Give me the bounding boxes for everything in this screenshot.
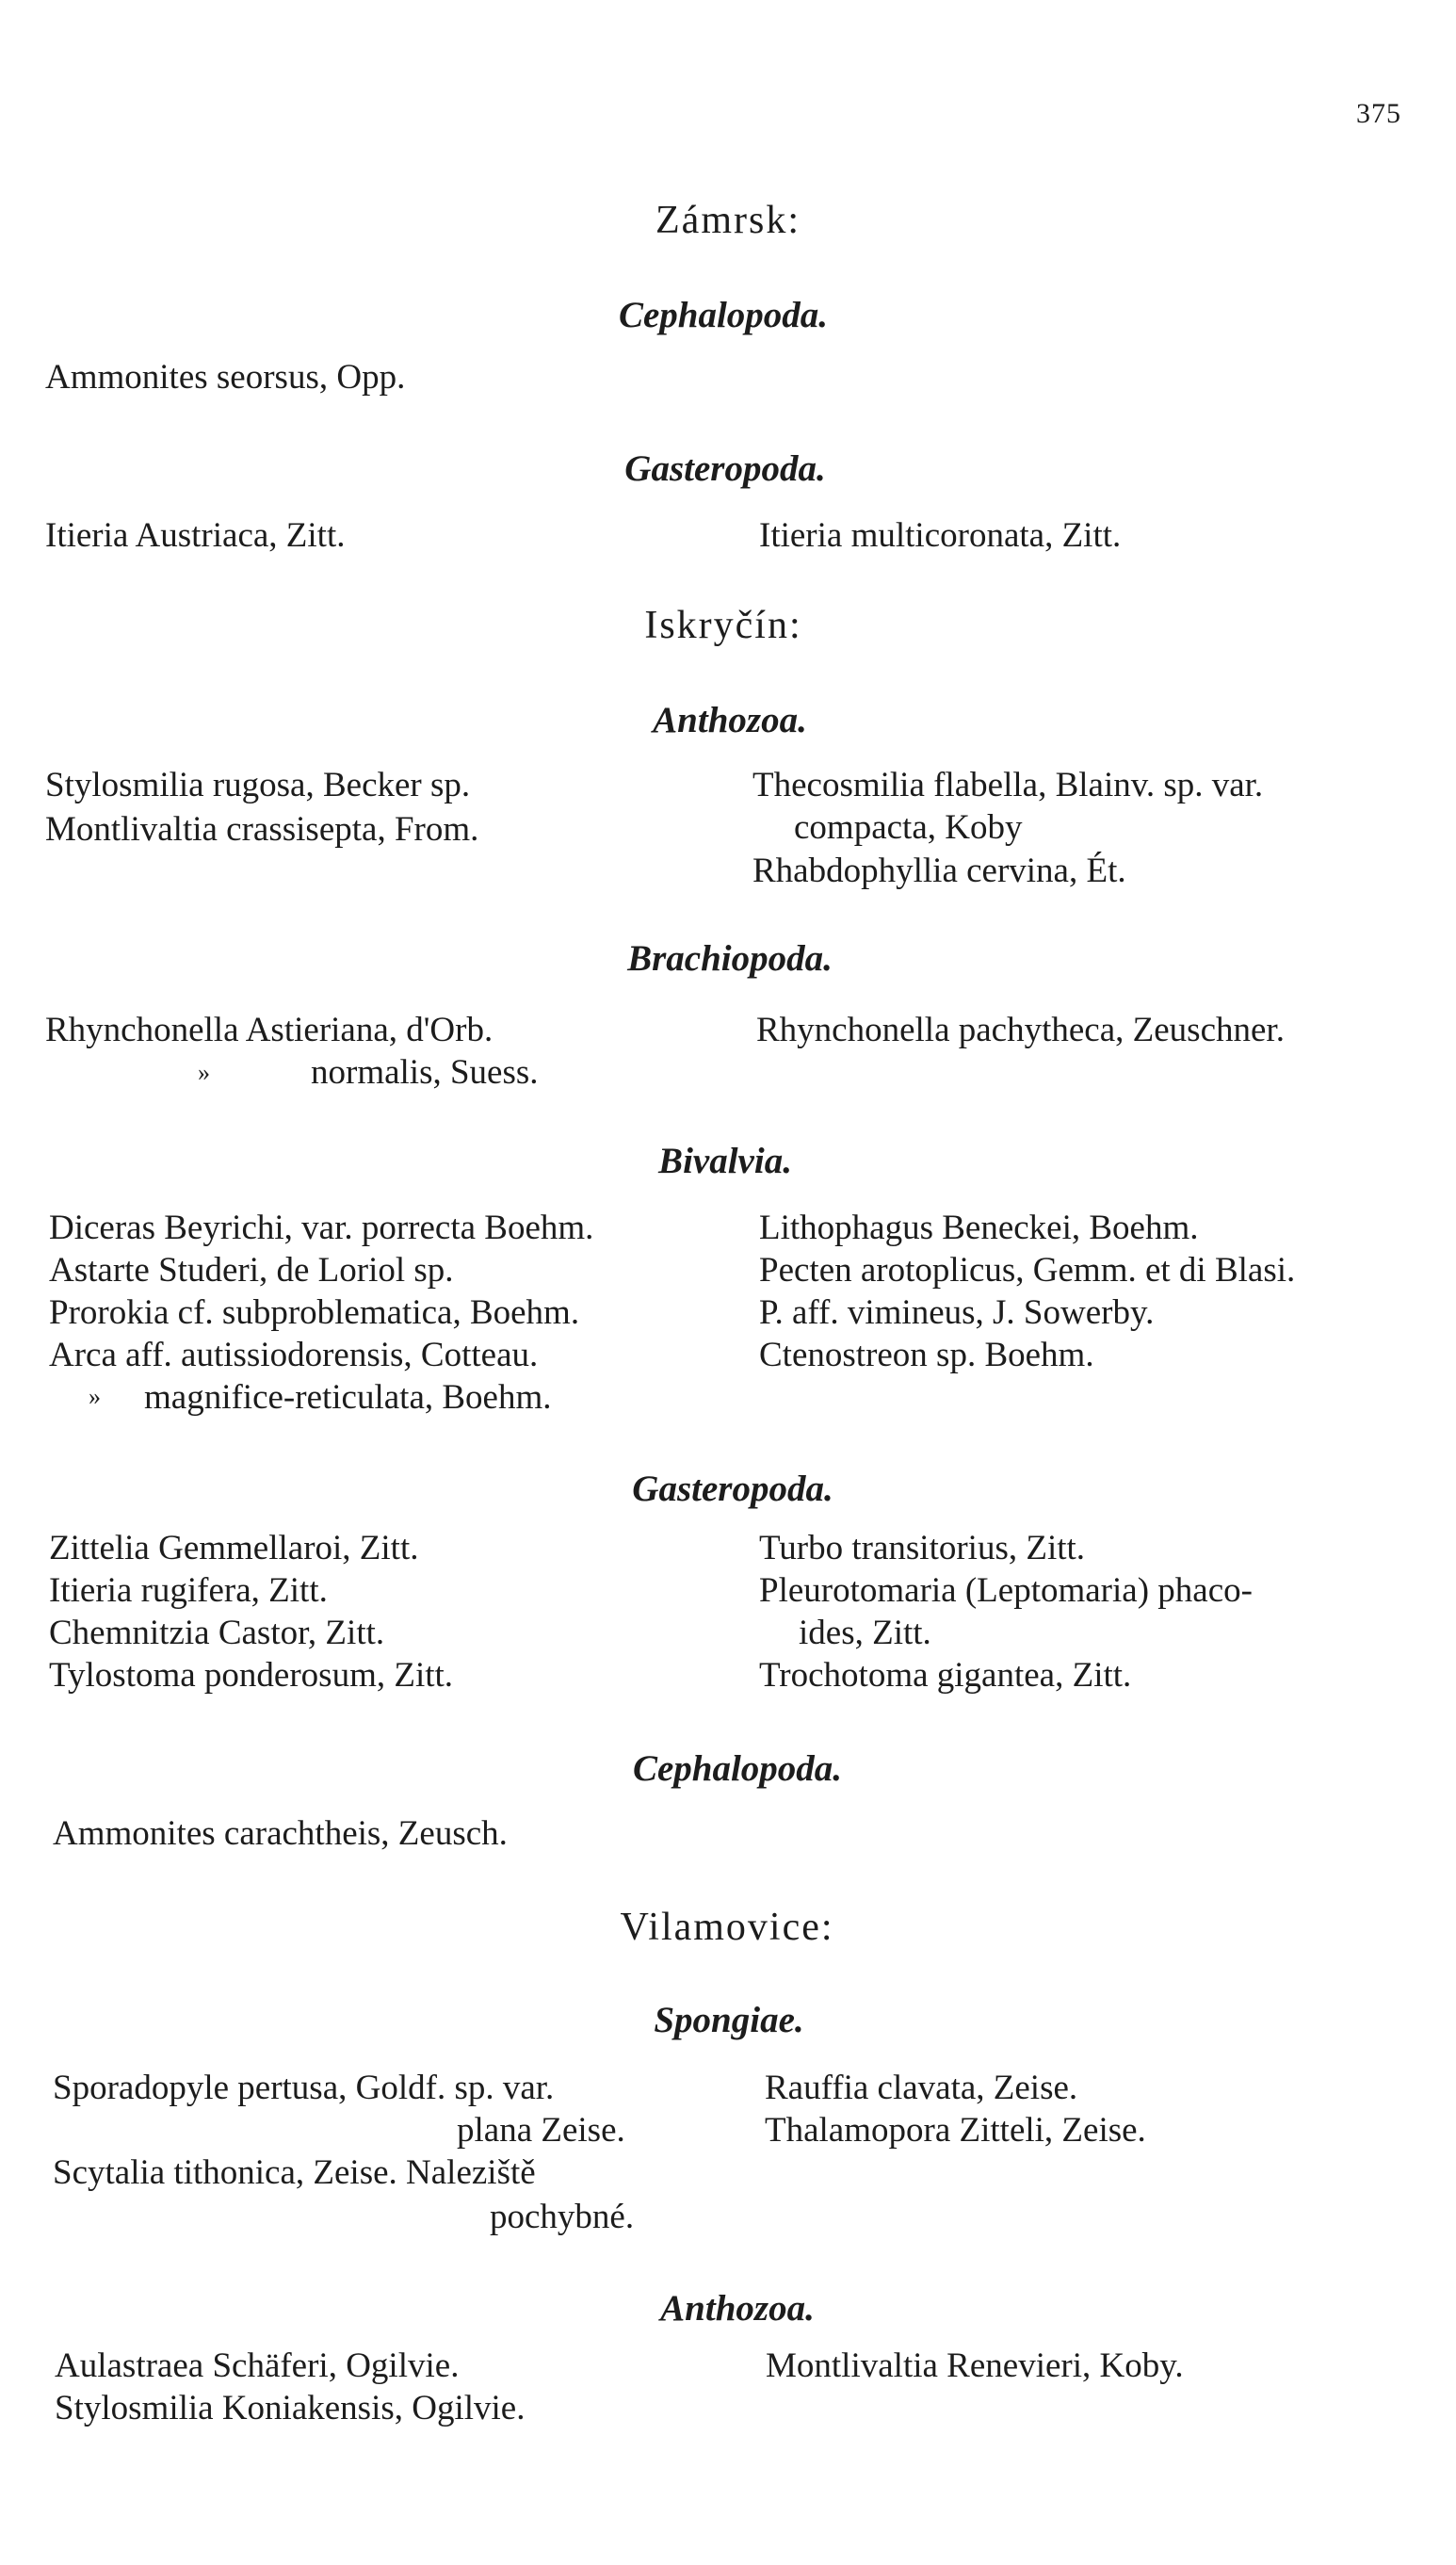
group-heading-anthozoa: Anthozoa.	[653, 700, 807, 740]
species-entry: Astarte Studeri, de Loriol sp.	[49, 1251, 454, 1290]
species-entry: P. aff. vimineus, J. Sowerby.	[759, 1293, 1155, 1332]
species-entry: Diceras Beyrichi, var. porrecta Boehm.	[49, 1209, 594, 1247]
species-entry: Ammonites seorsus, Opp.	[45, 358, 406, 397]
group-heading-anthozoa: Anthozoa.	[660, 2288, 815, 2329]
locality-heading-zamrsk: Zámrsk:	[655, 199, 801, 242]
group-heading-cephalopoda: Cephalopoda.	[632, 1748, 843, 1789]
group-heading-spongiae: Spongiae.	[654, 2000, 804, 2040]
species-entry: Itieria rugifera, Zitt.	[49, 1571, 328, 1610]
group-heading-bivalvia: Bivalvia.	[658, 1141, 792, 1181]
species-entry-ditto: magnifice-reticulata, Boehm.	[144, 1378, 552, 1417]
species-entry: Ctenostreon sp. Boehm.	[759, 1336, 1094, 1374]
species-entry: Pecten arotoplicus, Gemm. et di Blasi.	[759, 1251, 1296, 1290]
species-entry: Arca aff. autissiodorensis, Cotteau.	[49, 1336, 539, 1374]
species-entry: Zittelia Gemmellaroi, Zitt.	[49, 1529, 419, 1567]
species-entry-continuation: plana Zeise.	[457, 2111, 625, 2150]
species-entry: Rauffia clavata, Zeise.	[765, 2069, 1078, 2107]
locality-heading-vilamovice: Vilamovice:	[620, 1906, 834, 1949]
species-entry-continuation: pochybné.	[490, 2198, 635, 2236]
species-entry: Turbo transitorius, Zitt.	[759, 1529, 1086, 1567]
species-entry: Lithophagus Beneckei, Boehm.	[759, 1209, 1199, 1247]
group-heading-brachiopoda: Brachiopoda.	[627, 938, 833, 979]
species-entry: Itieria Austriaca, Zitt.	[45, 516, 346, 555]
species-entry: Itieria multicoronata, Zitt.	[759, 516, 1122, 555]
species-entry: Chemnitzia Castor, Zitt.	[49, 1614, 385, 1652]
species-entry: Rhabdophyllia cervina, Ét.	[752, 852, 1126, 890]
species-entry: Pleurotomaria (Leptomaria) phaco-	[759, 1571, 1253, 1610]
group-heading-cephalopoda: Cephalopoda.	[618, 295, 829, 335]
species-entry: Thalamopora Zitteli, Zeise.	[765, 2111, 1146, 2150]
species-entry-continuation: ides, Zitt.	[799, 1614, 931, 1652]
ditto-mark: »	[198, 1059, 210, 1086]
species-entry: Prorokia cf. subproblematica, Boehm.	[49, 1293, 580, 1332]
species-entry-continuation: compacta, Koby	[794, 808, 1023, 847]
species-entry: Trochotoma gigantea, Zitt.	[759, 1656, 1132, 1695]
species-entry: Stylosmilia rugosa, Becker sp.	[45, 766, 471, 804]
species-entry: Montlivaltia crassisepta, From.	[45, 810, 479, 849]
species-entry: Rhynchonella Astieriana, d'Orb.	[45, 1011, 493, 1049]
page-number: 375	[1356, 98, 1401, 129]
species-entry: Ammonites carachtheis, Zeusch.	[53, 1814, 508, 1853]
locality-heading-iskrycin: Iskryčín:	[644, 604, 802, 647]
species-entry: Aulastraea Schäferi, Ogilvie.	[55, 2346, 460, 2385]
species-entry: Montlivaltia Renevieri, Koby.	[766, 2346, 1184, 2385]
species-entry-ditto: normalis, Suess.	[311, 1053, 539, 1092]
species-entry: Rhynchonella pachytheca, Zeuschner.	[756, 1011, 1285, 1049]
ditto-mark: »	[89, 1383, 101, 1410]
species-entry: Scytalia tithonica, Zeise. Naleziště	[53, 2153, 536, 2192]
group-heading-gasteropoda: Gasteropoda.	[624, 448, 826, 489]
group-heading-gasteropoda: Gasteropoda.	[632, 1469, 833, 1509]
species-entry: Tylostoma ponderosum, Zitt.	[49, 1656, 454, 1695]
species-entry: Thecosmilia flabella, Blainv. sp. var.	[752, 766, 1264, 804]
species-entry: Stylosmilia Koniakensis, Ogilvie.	[55, 2389, 526, 2427]
species-entry: Sporadopyle pertusa, Goldf. sp. var.	[53, 2069, 555, 2107]
